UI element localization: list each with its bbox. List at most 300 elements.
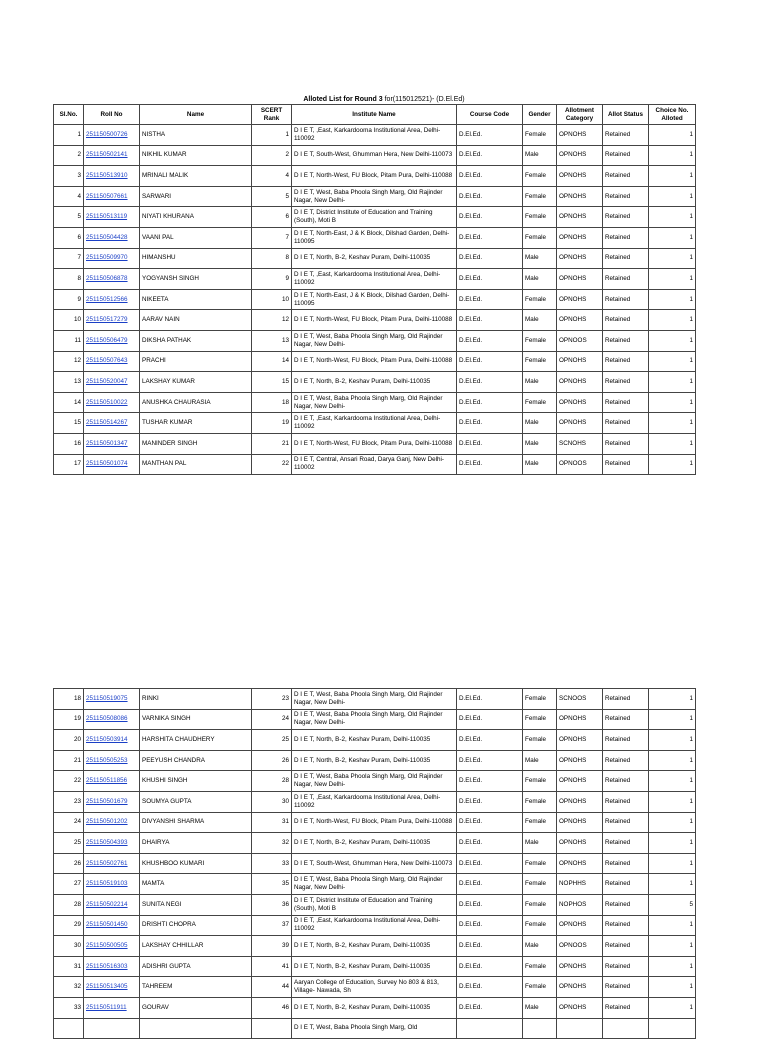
cell-category: OPNOHS (557, 351, 603, 372)
cell-name: MANTHAN PAL (140, 454, 252, 475)
cell-scert-rank: 41 (252, 956, 292, 977)
roll-no-link[interactable]: 251150509970 (86, 254, 128, 262)
cell-slno: 13 (54, 372, 84, 393)
cell-choice-no: 1 (649, 330, 696, 351)
table-row (54, 997, 696, 1018)
roll-no-link[interactable]: 251150500726 (86, 130, 128, 138)
institute-text: D I E T, ,East, Karkardooma Institutional Area, Delhi-110092 (294, 270, 441, 286)
table-row (54, 372, 696, 393)
cell-allot-status: Retained (603, 750, 649, 771)
cell-scert-rank: 26 (252, 750, 292, 771)
cell-course-code: D.El.Ed. (457, 413, 523, 434)
cell-course-code: D.El.Ed. (457, 915, 523, 936)
cell-name: DRISHTI CHOPRA (140, 915, 252, 936)
title-main: Alloted List for Round 3 (303, 96, 383, 103)
cell-institute (292, 997, 457, 1018)
institute-text: D I E T, ,East, Karkardooma Institutional Area, Delhi-110092 (294, 917, 441, 933)
cell-course-code (457, 1018, 523, 1039)
cell-slno: 4 (54, 186, 84, 207)
cell-scert-rank: 9 (252, 269, 292, 290)
cell-roll-no (84, 125, 140, 146)
cell-institute (292, 977, 457, 998)
cell-choice-no: 1 (649, 433, 696, 454)
cell-gender: Male (523, 310, 557, 331)
institute-text: D I E T, North, B-2, Keshav Puram, Delhi-110035 (294, 941, 431, 949)
cell-scert-rank: 33 (252, 853, 292, 874)
table-row (54, 454, 696, 475)
cell-slno: 30 (54, 936, 84, 957)
cell-slno: 29 (54, 915, 84, 936)
cell-choice-no: 1 (649, 310, 696, 331)
cell-choice-no: 1 (649, 689, 696, 710)
cell-gender: Female (523, 730, 557, 751)
cell-category: OPNOHS (557, 791, 603, 812)
cell-scert-rank: 25 (252, 730, 292, 751)
institute-text: D I E T, West, Baba Phoola Singh Marg, Old Rajinder Nagar, New Delhi- (294, 711, 443, 727)
cell-name: SARWARI (140, 186, 252, 207)
cell-institute (292, 269, 457, 290)
cell-category: OPNOHS (557, 956, 603, 977)
institute-text: D I E T, North, B-2, Keshav Puram, Delhi-110035 (294, 377, 431, 385)
cell-scert-rank: 4 (252, 166, 292, 187)
cell-category: OPNOHS (557, 310, 603, 331)
roll-no-link[interactable]: 251150501450 (86, 921, 128, 929)
cell-course-code: D.El.Ed. (457, 145, 523, 166)
cell-gender: Male (523, 454, 557, 475)
cell-gender: Female (523, 186, 557, 207)
cell-name (140, 1018, 252, 1039)
roll-no-link[interactable]: 251150504428 (86, 233, 128, 241)
table-row (54, 936, 696, 957)
cell-roll-no (84, 310, 140, 331)
cell-scert-rank: 5 (252, 186, 292, 207)
roll-no-link[interactable]: 251150504393 (86, 838, 128, 846)
cell-gender: Male (523, 833, 557, 854)
cell-scert-rank: 39 (252, 936, 292, 957)
cell-roll-no (84, 166, 140, 187)
cell-slno: 20 (54, 730, 84, 751)
roll-no-link[interactable]: 251150501347 (86, 439, 128, 447)
col-header-institute: Institute Name (292, 105, 457, 125)
cell-roll-no (84, 936, 140, 957)
cell-course-code: D.El.Ed. (457, 689, 523, 710)
cell-allot-status: Retained (603, 977, 649, 998)
table-row (54, 853, 696, 874)
cell-name: VARNIKA SINGH (140, 709, 252, 730)
cell-category: NOPHHS (557, 874, 603, 895)
cell-course-code: D.El.Ed. (457, 750, 523, 771)
cell-allot-status: Retained (603, 269, 649, 290)
cell-category (557, 1018, 603, 1039)
cell-category: OPNOHS (557, 372, 603, 393)
roll-no-link[interactable]: 251150511856 (86, 777, 128, 785)
cell-institute (292, 730, 457, 751)
cell-roll-no (84, 330, 140, 351)
cell-category: OPNOHS (557, 248, 603, 269)
cell-course-code: D.El.Ed. (457, 125, 523, 146)
cell-scert-rank: 24 (252, 709, 292, 730)
cell-choice-no: 1 (649, 812, 696, 833)
cell-slno: 8 (54, 269, 84, 290)
cell-roll-no (84, 454, 140, 475)
cell-allot-status: Retained (603, 997, 649, 1018)
roll-no-link[interactable]: 251150513119 (86, 213, 128, 221)
cell-slno: 19 (54, 709, 84, 730)
institute-text: D I E T, North-West, FU Block, Pitam Pura, Delhi-110088 (294, 818, 453, 826)
roll-no-link[interactable]: 251150512566 (86, 295, 128, 303)
roll-no-link[interactable]: 251150519103 (86, 880, 128, 888)
cell-category: OPNOOS (557, 454, 603, 475)
cell-roll-no (84, 730, 140, 751)
table-row (54, 433, 696, 454)
institute-text: D I E T, South-West, Ghumman Hera, New Delhi-110073 (294, 151, 453, 159)
cell-institute (292, 145, 457, 166)
cell-course-code: D.El.Ed. (457, 227, 523, 248)
institute-text: D I E T, North, B-2, Keshav Puram, Delhi-110035 (294, 735, 431, 743)
table-row (54, 956, 696, 977)
roll-no-link[interactable]: 251150513910 (86, 171, 128, 179)
cell-roll-no (84, 145, 140, 166)
cell-slno: 33 (54, 997, 84, 1018)
table-row (54, 207, 696, 228)
cell-allot-status: Retained (603, 771, 649, 792)
cell-gender: Male (523, 433, 557, 454)
cell-gender: Male (523, 413, 557, 434)
cell-course-code: D.El.Ed. (457, 248, 523, 269)
cell-category: OPNOHS (557, 145, 603, 166)
cell-name: VAANI PAL (140, 227, 252, 248)
institute-text: D I E T, West, Baba Phoola Singh Marg, Old Rajinder Nagar, New Delhi- (294, 394, 443, 410)
cell-institute (292, 289, 457, 310)
cell-course-code: D.El.Ed. (457, 997, 523, 1018)
cell-slno: 31 (54, 956, 84, 977)
cell-name: HIMANSHU (140, 248, 252, 269)
cell-gender: Male (523, 936, 557, 957)
cell-slno: 2 (54, 145, 84, 166)
cell-scert-rank: 22 (252, 454, 292, 475)
roll-no-link[interactable]: 251150505253 (86, 756, 128, 764)
roll-no-link[interactable]: 251150516303 (86, 962, 128, 970)
cell-category: OPNOHS (557, 771, 603, 792)
cell-course-code: D.El.Ed. (457, 207, 523, 228)
cell-allot-status: Retained (603, 791, 649, 812)
cell-category: OPNOHS (557, 227, 603, 248)
cell-roll-no (84, 894, 140, 915)
cell-gender: Female (523, 351, 557, 372)
roll-no-link[interactable]: 251150520047 (86, 377, 128, 385)
cell-allot-status: Retained (603, 853, 649, 874)
cell-institute (292, 833, 457, 854)
cell-institute (292, 709, 457, 730)
cell-gender: Female (523, 289, 557, 310)
cell-allot-status: Retained (603, 227, 649, 248)
cell-choice-no: 5 (649, 894, 696, 915)
cell-slno: 18 (54, 689, 84, 710)
cell-category: OPNOHS (557, 915, 603, 936)
cell-course-code: D.El.Ed. (457, 351, 523, 372)
cell-scert-rank: 13 (252, 330, 292, 351)
col-header-allot-status: Allot Status (603, 105, 649, 125)
cell-allot-status: Retained (603, 372, 649, 393)
cell-category: OPNOHS (557, 853, 603, 874)
cell-choice-no: 1 (649, 791, 696, 812)
roll-no-link[interactable]: 251150502761 (86, 859, 128, 867)
table-row (54, 330, 696, 351)
cell-slno: 3 (54, 166, 84, 187)
cell-slno: 15 (54, 413, 84, 434)
cell-institute (292, 413, 457, 434)
cell-slno: 10 (54, 310, 84, 331)
roll-no-link[interactable]: 251150508086 (86, 715, 128, 723)
table-row (54, 791, 696, 812)
roll-no-link[interactable]: 251150517279 (86, 316, 128, 324)
cell-gender: Female (523, 956, 557, 977)
cell-choice-no: 1 (649, 915, 696, 936)
cell-roll-no (84, 392, 140, 413)
table-row (54, 874, 696, 895)
cell-slno: 9 (54, 289, 84, 310)
cell-roll-no (84, 750, 140, 771)
cell-name: LAKSHAY KUMAR (140, 372, 252, 393)
cell-allot-status: Retained (603, 166, 649, 187)
table-row (54, 392, 696, 413)
table-row (54, 894, 696, 915)
table-row (54, 750, 696, 771)
cell-name: SOUMYA GUPTA (140, 791, 252, 812)
cell-gender: Female (523, 853, 557, 874)
cell-name: TUSHAR KUMAR (140, 413, 252, 434)
table-row (54, 248, 696, 269)
cell-course-code: D.El.Ed. (457, 433, 523, 454)
cell-allot-status: Retained (603, 915, 649, 936)
col-header-choice-no: Choice No. Alloted (649, 105, 696, 125)
cell-roll-no (84, 372, 140, 393)
cell-scert-rank (252, 1018, 292, 1039)
cell-choice-no: 1 (649, 166, 696, 187)
roll-no-link[interactable]: 251150513405 (86, 983, 128, 991)
cell-institute (292, 330, 457, 351)
institute-text: D I E T, West, Baba Phoola Singh Marg, Old Rajinder Nagar, New Delhi- (294, 773, 443, 789)
cell-roll-no (84, 833, 140, 854)
institute-text: D I E T, North-East, J & K Block, Dilshad Garden, Delhi-110095 (294, 229, 450, 245)
cell-name: GOURAV (140, 997, 252, 1018)
cell-gender: Female (523, 894, 557, 915)
roll-no-link[interactable]: 251150506878 (86, 274, 128, 282)
cell-allot-status: Retained (603, 248, 649, 269)
cell-slno: 24 (54, 812, 84, 833)
cell-roll-no (84, 248, 140, 269)
cell-institute (292, 227, 457, 248)
table-row (54, 771, 696, 792)
table-row (54, 186, 696, 207)
cell-category: SCNOOS (557, 689, 603, 710)
roll-no-link[interactable]: 251150501679 (86, 797, 128, 805)
cell-roll-no (84, 997, 140, 1018)
cell-institute (292, 812, 457, 833)
roll-no-link[interactable]: 251150507661 (86, 192, 128, 200)
cell-scert-rank: 1 (252, 125, 292, 146)
cell-scert-rank: 35 (252, 874, 292, 895)
roll-no-link[interactable]: 251150501202 (86, 818, 128, 826)
cell-scert-rank: 2 (252, 145, 292, 166)
table-row (54, 289, 696, 310)
institute-text: D I E T, North, B-2, Keshav Puram, Delhi-110035 (294, 1003, 431, 1011)
cell-category: SCNOHS (557, 433, 603, 454)
cell-course-code: D.El.Ed. (457, 833, 523, 854)
table-row (54, 166, 696, 187)
cell-choice-no: 1 (649, 833, 696, 854)
cell-course-code: D.El.Ed. (457, 330, 523, 351)
cell-institute (292, 750, 457, 771)
cell-choice-no: 1 (649, 289, 696, 310)
cell-choice-no: 1 (649, 709, 696, 730)
institute-text: D I E T, West, Baba Phoola Singh Marg, Old Rajinder Nagar, New Delhi- (294, 332, 443, 348)
cell-allot-status: Retained (603, 310, 649, 331)
cell-choice-no: 1 (649, 186, 696, 207)
cell-choice-no: 1 (649, 227, 696, 248)
table-row (54, 227, 696, 248)
institute-text: D I E T, North-West, FU Block, Pitam Pura, Delhi-110088 (294, 357, 453, 365)
table-row (54, 1018, 696, 1039)
cell-institute (292, 392, 457, 413)
cell-name: TAHREEM (140, 977, 252, 998)
institute-text: D I E T, ,East, Karkardooma Institutional Area, Delhi-110092 (294, 415, 441, 431)
cell-scert-rank: 19 (252, 413, 292, 434)
cell-allot-status: Retained (603, 894, 649, 915)
cell-scert-rank: 44 (252, 977, 292, 998)
cell-course-code: D.El.Ed. (457, 977, 523, 998)
cell-allot-status (603, 1018, 649, 1039)
cell-roll-no (84, 709, 140, 730)
cell-course-code: D.El.Ed. (457, 771, 523, 792)
cell-scert-rank: 10 (252, 289, 292, 310)
cell-name: PRACHI (140, 351, 252, 372)
institute-text: D I E T, District Institute of Education and Training (South), Moti B (294, 209, 433, 225)
cell-slno: 28 (54, 894, 84, 915)
cell-scert-rank: 46 (252, 997, 292, 1018)
cell-category: NOPHOS (557, 894, 603, 915)
allotment-table-page-2 (53, 688, 696, 1039)
cell-slno: 32 (54, 977, 84, 998)
cell-name: RINKI (140, 689, 252, 710)
cell-institute (292, 372, 457, 393)
cell-category: OPNOOS (557, 330, 603, 351)
col-header-scert-rank: SCERT Rank (252, 105, 292, 125)
cell-category: OPNOHS (557, 207, 603, 228)
cell-name: LAKSHAY CHHILLAR (140, 936, 252, 957)
cell-gender: Female (523, 771, 557, 792)
cell-scert-rank: 30 (252, 791, 292, 812)
cell-name: PEEYUSH CHANDRA (140, 750, 252, 771)
cell-scert-rank: 12 (252, 310, 292, 331)
roll-no-link[interactable]: 251150510022 (86, 398, 128, 406)
institute-text: D I E T, North, B-2, Keshav Puram, Delhi-110035 (294, 962, 431, 970)
cell-gender: Female (523, 977, 557, 998)
cell-roll-no (84, 207, 140, 228)
cell-name: NIKEETA (140, 289, 252, 310)
cell-slno: 5 (54, 207, 84, 228)
cell-slno: 1 (54, 125, 84, 146)
cell-gender: Female (523, 874, 557, 895)
cell-category: OPNOHS (557, 977, 603, 998)
cell-gender: Female (523, 709, 557, 730)
cell-choice-no: 1 (649, 956, 696, 977)
cell-gender: Female (523, 166, 557, 187)
roll-no-link[interactable]: 251150511911 (86, 1003, 127, 1011)
cell-institute (292, 791, 457, 812)
cell-institute (292, 915, 457, 936)
cell-course-code: D.El.Ed. (457, 289, 523, 310)
cell-category: OPNOHS (557, 166, 603, 187)
cell-gender: Female (523, 812, 557, 833)
cell-slno (54, 1018, 84, 1039)
cell-scert-rank: 15 (252, 372, 292, 393)
cell-choice-no: 1 (649, 454, 696, 475)
cell-category: OPNOHS (557, 392, 603, 413)
cell-institute (292, 853, 457, 874)
roll-no-link[interactable]: 251150514267 (86, 419, 128, 427)
cell-scert-rank: 36 (252, 894, 292, 915)
cell-name: MRINALI MALIK (140, 166, 252, 187)
cell-course-code: D.El.Ed. (457, 186, 523, 207)
cell-roll-no (84, 351, 140, 372)
roll-no-link[interactable]: 251150503914 (86, 735, 128, 743)
roll-no-link[interactable]: 251150502141 (86, 151, 128, 159)
cell-name: KHUSHBOO KUMARI (140, 853, 252, 874)
cell-name: HARSHITA CHAUDHERY (140, 730, 252, 751)
cell-roll-no (84, 771, 140, 792)
cell-name: NISTHA (140, 125, 252, 146)
col-header-name: Name (140, 105, 252, 125)
cell-allot-status: Retained (603, 413, 649, 434)
cell-roll-no (84, 812, 140, 833)
roll-no-link[interactable]: 251150507643 (86, 357, 128, 365)
roll-no-link[interactable]: 251150501074 (86, 460, 128, 468)
table-row (54, 730, 696, 751)
cell-institute (292, 894, 457, 915)
cell-slno: 14 (54, 392, 84, 413)
cell-institute (292, 351, 457, 372)
cell-roll-no (84, 915, 140, 936)
title-sub: for(115012521)- (D.El.Ed) (382, 96, 465, 103)
table-row (54, 413, 696, 434)
cell-name: DHAIRYA (140, 833, 252, 854)
cell-allot-status: Retained (603, 936, 649, 957)
institute-text: D I E T, North, B-2, Keshav Puram, Delhi-110035 (294, 756, 431, 764)
institute-text: D I E T, West, Baba Phoola Singh Marg, Old Rajinder Nagar, New Delhi- (294, 690, 443, 706)
cell-institute (292, 689, 457, 710)
cell-allot-status: Retained (603, 730, 649, 751)
roll-no-link[interactable]: 251150519075 (86, 694, 128, 702)
cell-course-code: D.El.Ed. (457, 874, 523, 895)
cell-allot-status: Retained (603, 812, 649, 833)
cell-name: AARAV NAIN (140, 310, 252, 331)
cell-choice-no: 1 (649, 771, 696, 792)
cell-institute (292, 936, 457, 957)
table-row (54, 812, 696, 833)
table-row (54, 689, 696, 710)
cell-institute (292, 125, 457, 146)
cell-gender: Male (523, 248, 557, 269)
cell-allot-status: Retained (603, 392, 649, 413)
cell-course-code: D.El.Ed. (457, 936, 523, 957)
cell-name: MANINDER SINGH (140, 433, 252, 454)
cell-course-code: D.El.Ed. (457, 454, 523, 475)
allotment-table-page-1 (53, 104, 696, 475)
roll-no-link[interactable]: 251150502214 (86, 900, 128, 908)
roll-no-link[interactable]: 251150506479 (86, 336, 128, 344)
roll-no-link[interactable]: 251150500505 (86, 941, 128, 949)
